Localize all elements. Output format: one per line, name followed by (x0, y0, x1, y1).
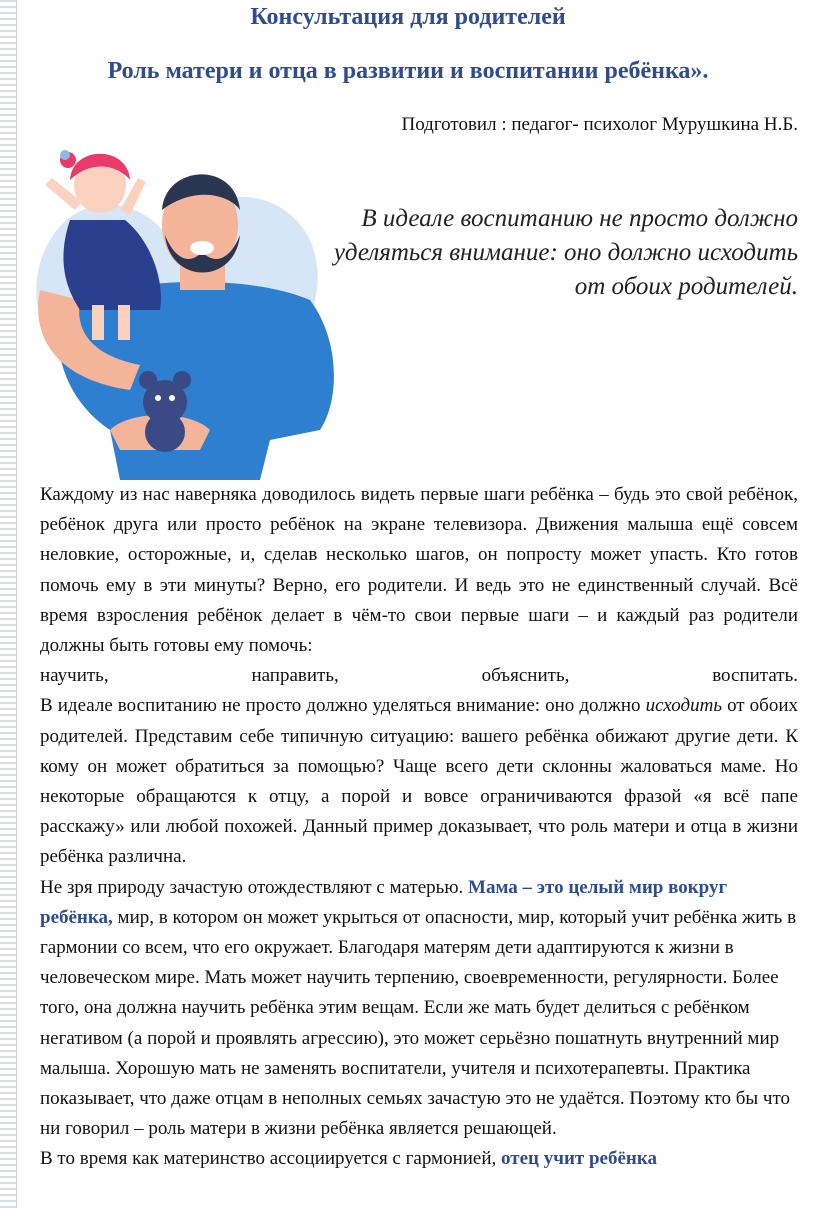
paragraph-word-row (40, 661, 798, 691)
quote-line: уделяться внимание: оно должно исходить (333, 239, 798, 266)
text-run: В то время как материнство ассоциируется с гармонией, (40, 1148, 497, 1170)
text-run: мир, в котором он может укрыться от опасности, мир, который учит ребёнка жить в гармонии со всем, что его окружает. Благодаря матерям дети адаптируются к жизни в человеческом мире. Мать может научить терпению, своевременности, регулярности. Более того, она должна научить ребёнка этим вещам. Если же мать будет делиться с ребёнком негативом (а порой и проявлять агрессию), это может серьёзно пошатнуть внутренний мир малыша. Хорошую мать не заменять воспитатели, учителя и психотерапевты. Практика показывает, что даже отцам в неполных семьях зачастую это не удаётся. Поэтому кто бы что ни говорил – роль матери в жизни ребёнка является решающей. (40, 906, 797, 1140)
italic-text-run: исходить (645, 695, 722, 717)
author-line: Подготовил : педагог- психолог Мурушкина Н.Б. (401, 114, 798, 135)
text-run: В идеале воспитанию не просто должно уделяться внимание: оно должно (40, 695, 641, 717)
article-body (40, 480, 798, 1175)
teddy-bear (139, 371, 191, 452)
quote-line: от обоих родителей. (574, 273, 798, 300)
text-run: от обоих родителей. Представим себе типичную ситуацию: вашего ребёнка обижают другие дети. К кому он может обратиться за помощью? Чаще всего дети склонны жаловаться маме. Но некоторые обращаются к отцу, а порой и вовсе ограничиваются фразой «я всё папе расскажу» или любой похожей. Данный пример доказывает, что роль матери и отца в жизни ребёнка различна. (40, 695, 799, 868)
paragraph (40, 1144, 798, 1174)
quote-line: В идеале воспитанию не просто должно (361, 205, 798, 232)
word: направить, (251, 665, 339, 687)
word: научить, (40, 665, 109, 687)
highlighted-text-run: отец учит ребёнка (501, 1148, 658, 1170)
word: объяснить, (481, 665, 570, 687)
paragraph: Каждому из нас наверняка доводилось видеть первые шаги ребёнка – будь это свой ребёнок, ребёнок друга или просто ребёнок на экране телевизора. Движения малыша ещё совсем неловкие, осторожные, и, сделав несколько шагов, он попросту может упасть. Кто готов помочь ему в эти минуты? Верно, его родители. И ведь это не единственный случай. Всё время взросления ребёнок делает в чём-то свои первые шаги – и каждый раз родители должны быть готовы ему помочь: (40, 484, 798, 657)
page-subtitle: Роль матери и отца в развитии и воспитании ребёнка». (107, 58, 709, 84)
father-daughter-illustration (20, 140, 340, 480)
page-title: Консультация для родителей (250, 4, 566, 30)
text-run: Не зря природу зачастую отождествляют с матерью. (40, 876, 464, 898)
pull-quote (278, 202, 798, 304)
word: воспитать. (712, 665, 798, 687)
paragraph (40, 873, 798, 1145)
paragraph (40, 691, 798, 872)
highlighted-text-run: Мама – это целый мир вокруг ребёнка, (40, 876, 728, 928)
decorative-page-border (0, 0, 17, 1208)
